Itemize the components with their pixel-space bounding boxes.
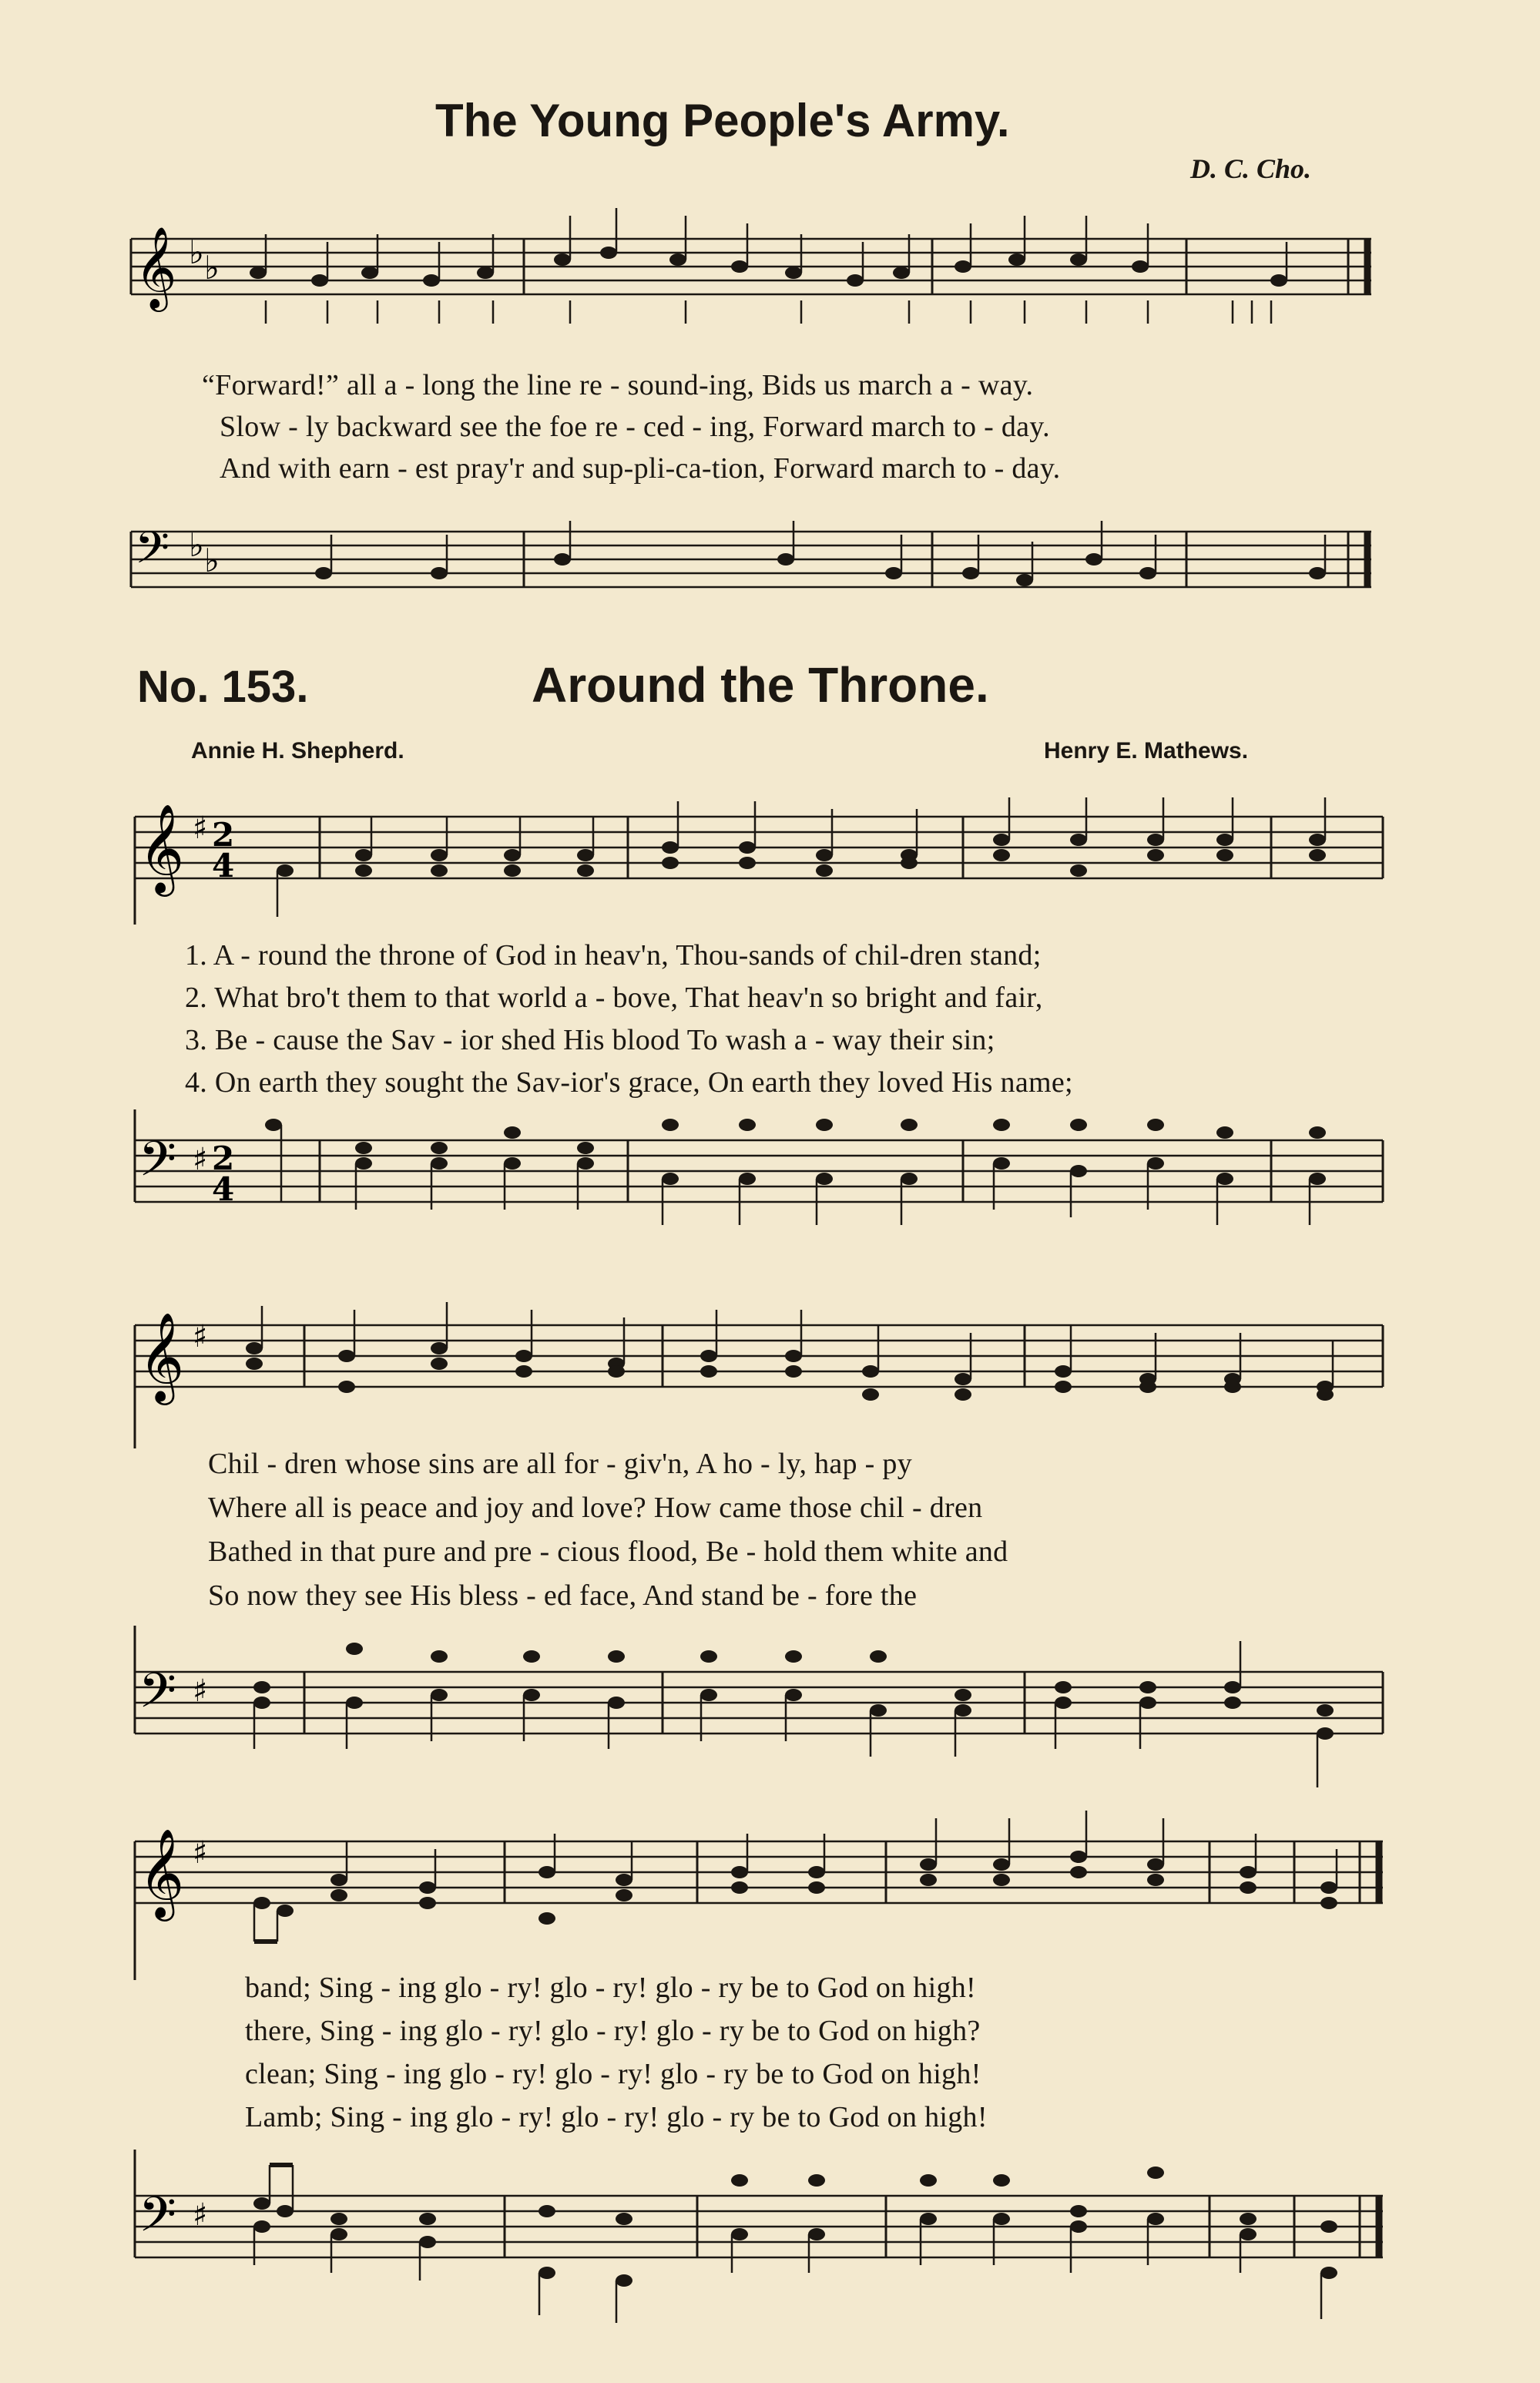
verse4-line-1: 4. On earth they sought the Sav-ior's grace, On earth they loved His name; [185,1066,1073,1099]
verse3-line-2: Bathed in that pure and pre - cious flood, Be - hold them white and [208,1536,1008,1568]
svg-text:♭: ♭ [189,233,204,271]
hymn1-bass-staff [116,516,1387,639]
composer-credit: Henry E. Mathews. [1044,738,1249,764]
hymn-number: No. 153. [137,662,309,712]
verse2-line-1: 2. What bro't them to that world a - bove, That heav'n so bright and fair, [185,982,1043,1014]
hymn1-lyric-line-1: “Forward!” all a - long the line re - sound-ing, Bids us march a - way. [202,369,1034,401]
system1-bass-staff [116,1109,1394,1248]
verse3-line-3: clean; Sing - ing glo - ry! glo - ry! glo - ry be to God on high! [245,2058,981,2090]
svg-text:2: 2 [212,816,235,854]
lyricist-credit: Annie H. Shepherd. [191,738,404,764]
svg-text:𝄢: 𝄢 [139,1130,176,1199]
verse1-line-2: Chil - dren whose sins are all for - giv'n, A ho - ly, hap - py [208,1448,913,1480]
svg-text:4: 4 [212,1170,235,1208]
svg-text:♯: ♯ [193,811,208,846]
verse1-line-3: band; Sing - ing glo - ry! glo - ry! glo - ry be to God on high! [245,1972,977,2004]
svg-text:♯: ♯ [193,1142,208,1177]
svg-text:♭: ♭ [189,526,204,564]
svg-text:𝄢: 𝄢 [135,522,170,585]
hymn2-title: Around the Throne. [532,657,989,713]
svg-text:♯: ♯ [193,2197,208,2233]
svg-text:𝄢: 𝄢 [139,2186,176,2254]
svg-text:♭: ♭ [204,542,220,579]
verse2-line-2: Where all is peace and joy and love? How came those chil - dren [208,1492,983,1524]
verse4-line-2: So now they see His bless - ed face, And stand be - fore the [208,1579,918,1612]
svg-text:𝄢: 𝄢 [139,1662,176,1730]
svg-text:𝄞: 𝄞 [135,226,177,308]
dc-chorus-direction: D. C. Cho. [1190,153,1312,184]
svg-text:♭: ♭ [204,249,220,287]
svg-text:4: 4 [212,847,235,884]
system2-bass-staff [116,1626,1394,1803]
svg-text:𝄞: 𝄞 [139,1311,185,1401]
system1-treble-staff [116,801,1394,955]
hymn1-title: The Young People's Army. [435,95,1010,146]
hymn1-lyric-line-2: Slow - ly backward see the foe re - ced - ing, Forward march to - day. [220,411,1050,443]
svg-text:𝄞: 𝄞 [139,803,185,893]
svg-text:♯: ♯ [193,1319,208,1354]
svg-text:♯: ♯ [193,1835,208,1871]
system3-treble-staff [116,1811,1394,1980]
verse4-line-3: Lamb; Sing - ing glo - ry! glo - ry! glo - ry be to God on high! [245,2101,988,2133]
system3-bass-staff [116,2150,1394,2327]
verse2-line-3: there, Sing - ing glo - ry! glo - ry! glo - ry be to God on high? [245,2015,981,2047]
hymn1-lyric-line-3: And with earn - est pray'r and sup-pli-ca-tion, Forward march to - day. [220,452,1061,485]
verse1-line-1: 1. A - round the throne of God in heav'n, Thou-sands of chil-dren stand; [185,939,1042,972]
hymn1-treble-staff [116,223,1387,362]
svg-text:𝄞: 𝄞 [139,1828,185,1918]
verse3-line-1: 3. Be - cause the Sav - ior shed His blood To wash a - way their sin; [185,1024,995,1056]
system2-treble-staff [116,1310,1394,1464]
svg-text:2: 2 [212,1139,235,1177]
svg-text:♯: ♯ [193,1673,208,1709]
